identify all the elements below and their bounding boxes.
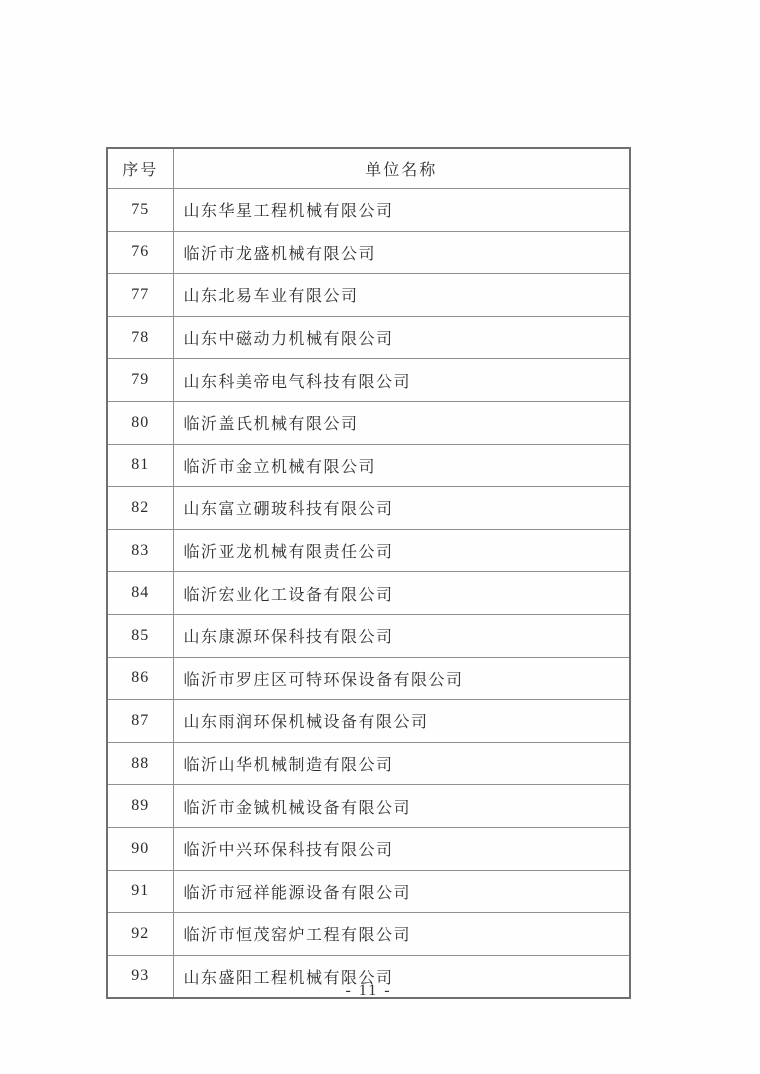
table-row bbox=[107, 529, 630, 572]
table-row bbox=[107, 827, 630, 870]
company-name-cell: 临沂山华机械制造有限公司 bbox=[173, 742, 630, 785]
serial-number-cell: 77 bbox=[107, 274, 173, 317]
table-row bbox=[107, 572, 630, 615]
header-serial-number: 序号 bbox=[107, 148, 173, 189]
table-row bbox=[107, 274, 630, 317]
serial-number-cell: 92 bbox=[107, 913, 173, 956]
serial-number-cell: 91 bbox=[107, 870, 173, 913]
serial-number-cell: 90 bbox=[107, 827, 173, 870]
serial-number-cell: 85 bbox=[107, 614, 173, 657]
table-row bbox=[107, 657, 630, 700]
company-name-cell: 临沂市罗庄区可特环保设备有限公司 bbox=[173, 657, 630, 700]
company-name-cell: 临沂亚龙机械有限责任公司 bbox=[173, 529, 630, 572]
company-name-cell: 临沂中兴环保科技有限公司 bbox=[173, 827, 630, 870]
company-name-cell: 山东富立硼玻科技有限公司 bbox=[173, 487, 630, 530]
company-name-cell: 山东中磁动力机械有限公司 bbox=[173, 316, 630, 359]
serial-number-cell: 82 bbox=[107, 487, 173, 530]
table-row bbox=[107, 359, 630, 402]
table-row bbox=[107, 785, 630, 828]
company-name-cell: 山东康源环保科技有限公司 bbox=[173, 614, 630, 657]
header-unit-name: 单位名称 bbox=[173, 148, 630, 189]
company-name-cell: 临沂宏业化工设备有限公司 bbox=[173, 572, 630, 615]
company-name-cell: 临沂市龙盛机械有限公司 bbox=[173, 231, 630, 274]
company-name-cell: 临沂盖氏机械有限公司 bbox=[173, 401, 630, 444]
table-row bbox=[107, 742, 630, 785]
table-row bbox=[107, 316, 630, 359]
table-row bbox=[107, 700, 630, 743]
company-name-cell: 临沂市冠祥能源设备有限公司 bbox=[173, 870, 630, 913]
table-row bbox=[107, 614, 630, 657]
company-name-cell: 山东科美帝电气科技有限公司 bbox=[173, 359, 630, 402]
serial-number-cell: 78 bbox=[107, 316, 173, 359]
serial-number-cell: 93 bbox=[107, 955, 173, 998]
company-name-cell: 临沂市金立机械有限公司 bbox=[173, 444, 630, 487]
serial-number-cell: 87 bbox=[107, 700, 173, 743]
serial-number-cell: 81 bbox=[107, 444, 173, 487]
company-table-body bbox=[107, 189, 630, 999]
table-row bbox=[107, 870, 630, 913]
company-name-cell: 临沂市恒茂窑炉工程有限公司 bbox=[173, 913, 630, 956]
serial-number-cell: 79 bbox=[107, 359, 173, 402]
table-row bbox=[107, 231, 630, 274]
table-row bbox=[107, 189, 630, 232]
company-name-cell: 临沂市金铖机械设备有限公司 bbox=[173, 785, 630, 828]
serial-number-cell: 76 bbox=[107, 231, 173, 274]
company-name-cell: 山东华星工程机械有限公司 bbox=[173, 189, 630, 232]
serial-number-cell: 84 bbox=[107, 572, 173, 615]
company-name-cell: 山东盛阳工程机械有限公司 bbox=[173, 955, 630, 998]
serial-number-cell: 89 bbox=[107, 785, 173, 828]
table-row bbox=[107, 913, 630, 956]
serial-number-cell: 88 bbox=[107, 742, 173, 785]
serial-number-cell: 83 bbox=[107, 529, 173, 572]
serial-number-cell: 86 bbox=[107, 657, 173, 700]
company-table bbox=[106, 147, 631, 999]
serial-number-cell: 75 bbox=[107, 189, 173, 232]
table-header-row bbox=[107, 148, 630, 189]
company-name-cell: 山东雨润环保机械设备有限公司 bbox=[173, 700, 630, 743]
table-row bbox=[107, 487, 630, 530]
company-name-cell: 山东北易车业有限公司 bbox=[173, 274, 630, 317]
serial-number-cell: 80 bbox=[107, 401, 173, 444]
table-row bbox=[107, 401, 630, 444]
page-number: - 11 - bbox=[345, 982, 392, 999]
table-row bbox=[107, 444, 630, 487]
